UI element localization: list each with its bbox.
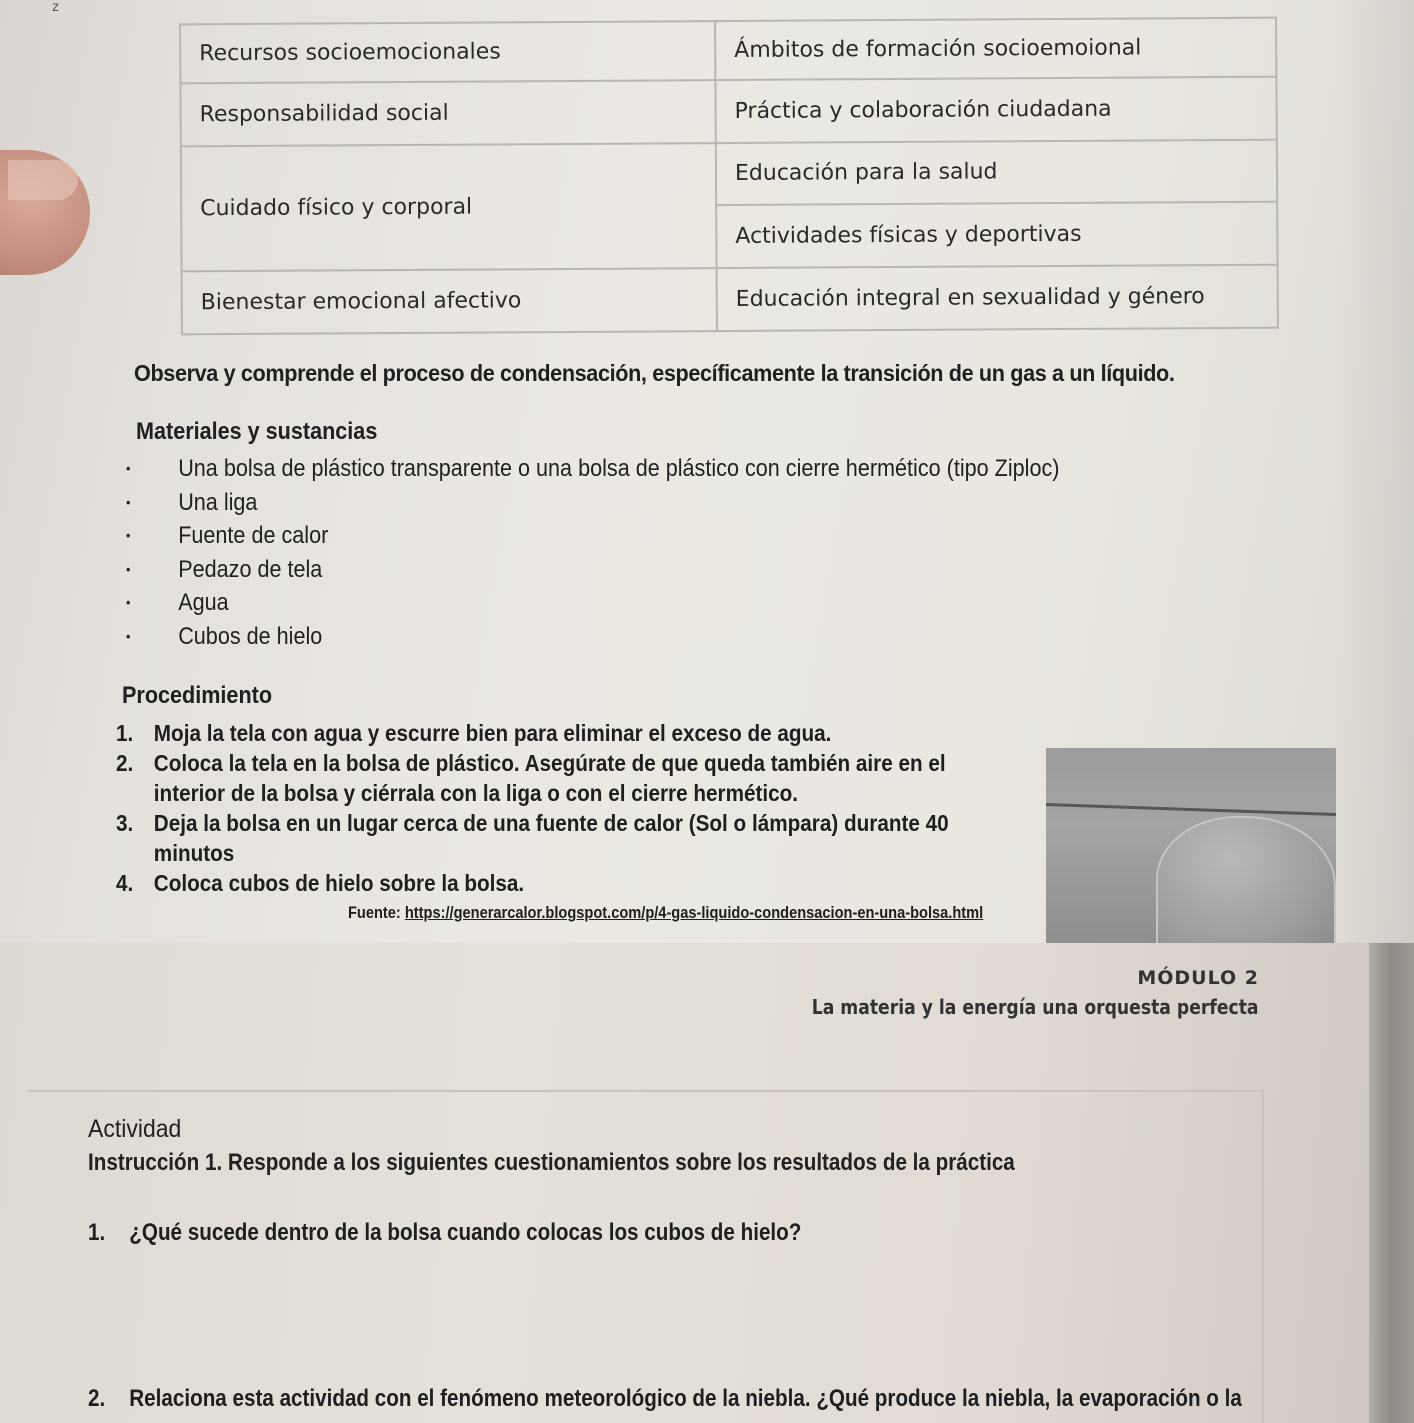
list-item: • Cubos de hielo — [126, 620, 1059, 654]
table-cell: Actividades físicas y deportivas — [716, 202, 1277, 268]
procedure-steps — [116, 718, 1096, 898]
table-header-right: Ámbitos de formación socioemoional — [715, 18, 1276, 80]
source-label: Fuente: — [348, 903, 401, 922]
question-number: 2. — [88, 1385, 106, 1412]
step-number: 4. — [116, 870, 134, 896]
question-number: 1. — [88, 1219, 106, 1246]
question-item — [88, 1385, 1242, 1413]
question-text: ¿Qué sucede dentro de la bolsa cuando colocas los cubos de hielo? — [129, 1219, 802, 1246]
table-row — [182, 265, 1278, 335]
table-cell: Cuidado físico y corporal — [181, 143, 717, 272]
module-label: MÓDULO 2 — [1137, 967, 1259, 989]
plastic-bag-image — [1156, 816, 1336, 943]
step-item — [116, 748, 998, 808]
step-number: 3. — [116, 810, 134, 836]
materials-title: Materiales y sustancias — [136, 418, 378, 445]
shelf-edge — [1046, 803, 1336, 816]
page-photo-bottom — [0, 943, 1414, 1423]
table-cell: Práctica y colaboración ciudadana — [715, 76, 1276, 142]
step-text: Coloca la tela en la bolsa de plástico. Asegúrate de que queda también aire en el interior de la bolsa y ciérrala con la liga o con el cierre hermético. — [153, 750, 946, 806]
step-item — [116, 718, 1016, 748]
list-item: • Una bolsa de plástico transparente o una bolsa de plástico con cierre hermético (tipo Ziploc) — [126, 452, 1059, 486]
step-text: Moja la tela con agua y escurre bien para eliminar el exceso de agua. — [153, 720, 832, 746]
page-edge — [1369, 943, 1414, 1423]
corner-mark: z — [52, 0, 59, 15]
step-number: 2. — [116, 750, 134, 776]
socioemotional-table — [179, 17, 1279, 336]
table-cell: Bienestar emocional afectivo — [182, 268, 717, 334]
step-text: Deja la bolsa en un lugar cerca de una fuente de calor (Sol o lámpara) durante 40 minutos — [153, 810, 949, 866]
step-item — [116, 808, 1016, 868]
question-item — [88, 1219, 801, 1247]
activity-box-border — [1262, 1090, 1264, 1423]
step-item — [116, 868, 998, 898]
table-row — [181, 139, 1277, 208]
objective-text: Observa y comprende el proceso de condensación, específicamente la transición de un gas a un líquido. — [134, 360, 1175, 386]
table-row — [180, 76, 1276, 145]
procedure-title: Procedimiento — [122, 682, 273, 709]
activity-box-border — [28, 1090, 1263, 1092]
table-row — [180, 18, 1276, 83]
step-text: Coloca cubos de hielo sobre la bolsa. — [153, 870, 525, 896]
list-item: • Fuente de calor — [126, 519, 1059, 553]
table-cell: Educación integral en sexualidad y género — [717, 265, 1278, 331]
question-text: Relaciona esta actividad con el fenómeno meteorológico de la niebla. ¿Qué produce la niebla, la evaporación o la — [129, 1385, 1242, 1412]
thumb-nail — [8, 160, 78, 200]
list-item: • Pedazo de tela — [126, 553, 1059, 587]
activity-title: Actividad — [88, 1115, 182, 1143]
table-header-left: Recursos socioemocionales — [180, 21, 715, 83]
list-item: • Agua — [126, 586, 1059, 620]
table-cell: Responsabilidad social — [180, 80, 715, 146]
table-cell: Educación para la salud — [716, 139, 1277, 205]
source-link[interactable]: https://generarcalor.blogspot.com/p/4-gas-liquido-condensacion-en-una-bolsa.html — [404, 903, 984, 922]
resources-table — [179, 17, 1279, 336]
materials-list — [126, 452, 1163, 653]
activity-instruction: Instrucción 1. Responde a los siguientes cuestionamientos sobre los resultados de la práctica — [88, 1149, 1015, 1176]
step-number: 1. — [116, 720, 134, 746]
module-subtitle: La materia y la energía una orquesta perfecta — [812, 995, 1259, 1019]
page-shadow — [1334, 0, 1414, 943]
bag-photo — [1046, 748, 1336, 943]
source-citation — [348, 903, 983, 923]
list-item: • Una liga — [126, 486, 1059, 520]
